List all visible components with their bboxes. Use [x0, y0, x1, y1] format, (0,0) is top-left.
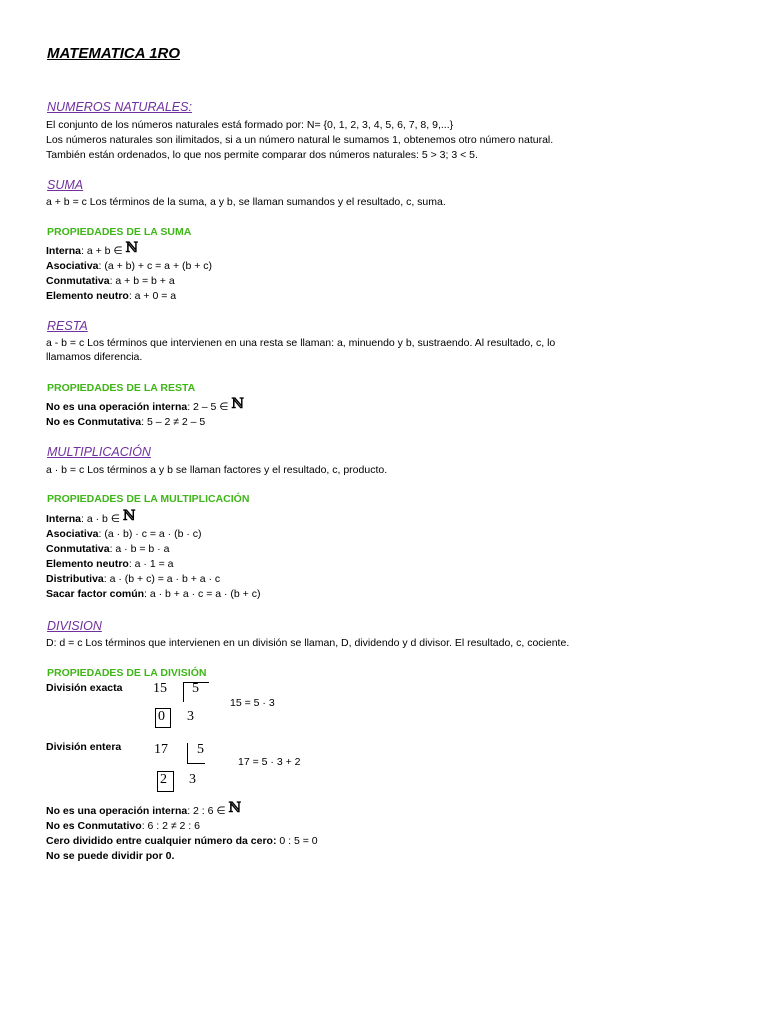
- division-exacta-divisor: 5: [192, 681, 199, 696]
- multiplicacion-definition: a · b = c Los términos a y b se llaman factores y el resultado, c, producto.: [46, 464, 388, 476]
- division-exacta-dividend: 15: [153, 681, 167, 696]
- division-entera-quotient: 3: [189, 772, 196, 787]
- multiplicacion-prop-interna: Interna: a · b ∈ ℕ: [46, 508, 136, 525]
- naturales-line-1: El conjunto de los números naturales está formado por: N= {0, 1, 2, 3, 4, 5, 6, 7, 8, 9,...}: [46, 119, 454, 131]
- suma-prop-interna: Interna: a + b ∈ ℕ: [46, 240, 139, 257]
- division-prop-no-conmutativo: No es Conmutativo: 6 : 2 ≠ 2 : 6: [46, 820, 200, 832]
- division-definition: D: d = c Los términos que intervienen en un división se llaman, D, dividendo y d divisor. El resultado, c, cociente.: [46, 637, 570, 649]
- resta-prop-no-conmutativa: No es Conmutativa: 5 – 2 ≠ 2 – 5: [46, 416, 206, 428]
- page-title: MATEMATICA 1RO: [47, 45, 181, 62]
- suma-prop-neutro: Elemento neutro: a + 0 = a: [46, 290, 177, 302]
- division-exacta-quotient: 3: [187, 709, 194, 724]
- resta-properties-heading: PROPIEDADES DE LA RESTA: [47, 382, 196, 394]
- division-entera-dividend: 17: [154, 742, 168, 757]
- section-heading-resta: RESTA: [47, 319, 88, 333]
- natural-numbers-symbol: ℕ: [228, 800, 242, 816]
- suma-properties-heading: PROPIEDADES DE LA SUMA: [47, 226, 192, 238]
- natural-numbers-symbol: ℕ: [231, 396, 245, 412]
- division-exacta-label: División exacta: [46, 682, 123, 694]
- division-prop-no-dividir-cero: No se puede dividir por 0.: [46, 850, 175, 862]
- resta-line-1: a - b = c Los términos que intervienen en una resta se llaman: a, minuendo y b, sustraendo. Al resultado, c, lo: [46, 337, 556, 349]
- division-properties-heading: PROPIEDADES DE LA DIVISIÓN: [47, 667, 207, 679]
- division-entera-equation: 17 = 5 · 3 + 2: [238, 756, 301, 768]
- suma-definition: a + b = c Los términos de la suma, a y b, se llaman sumandos y el resultado, c, suma.: [46, 196, 446, 208]
- suma-prop-asociativa: Asociativa: (a + b) + c = a + (b + c): [46, 260, 213, 272]
- naturales-line-2: Los números naturales son ilimitados, si a un número natural le sumamos 1, obtenemos otro número natural.: [46, 134, 554, 146]
- resta-prop-no-interna: No es una operación interna: 2 – 5 ∈ ℕ: [46, 396, 245, 413]
- division-exacta-equation: 15 = 5 · 3: [230, 697, 275, 709]
- section-heading-multiplicacion: MULTIPLICACIÓN: [47, 445, 151, 459]
- natural-numbers-symbol: ℕ: [122, 508, 136, 524]
- division-prop-cero: Cero dividido entre cualquier número da cero: 0 : 5 = 0: [46, 835, 318, 847]
- division-bracket-horizontal: [187, 763, 205, 764]
- division-entera-remainder: 2: [160, 772, 167, 787]
- section-heading-suma: SUMA: [47, 178, 84, 192]
- multiplicacion-prop-asociativa: Asociativa: (a · b) · c = a · (b · c): [46, 528, 202, 540]
- multiplicacion-properties-heading: PROPIEDADES DE LA MULTIPLICACIÓN: [47, 493, 250, 505]
- division-bracket-vertical: [183, 682, 184, 702]
- multiplicacion-prop-distributiva: Distributiva: a · (b + c) = a · b + a · c: [46, 573, 221, 585]
- suma-prop-conmutativa: Conmutativa: a + b = b + a: [46, 275, 175, 287]
- division-exacta-remainder: 0: [158, 709, 165, 724]
- natural-numbers-symbol: ℕ: [125, 240, 139, 256]
- multiplicacion-prop-conmutativa: Conmutativa: a · b = b · a: [46, 543, 170, 555]
- multiplicacion-prop-neutro: Elemento neutro: a · 1 = a: [46, 558, 174, 570]
- division-prop-no-interna: No es una operación interna: 2 : 6 ∈ ℕ: [46, 800, 242, 817]
- division-entera-label: División entera: [46, 741, 122, 753]
- naturales-line-3: También están ordenados, lo que nos permite comparar dos números naturales: 5 > 3; 3 < 5.: [46, 149, 478, 161]
- section-heading-division: DIVISION: [47, 619, 102, 633]
- division-bracket-vertical: [187, 743, 188, 763]
- multiplicacion-prop-factor-comun: Sacar factor común: a · b + a · c = a · (b + c): [46, 588, 261, 600]
- resta-line-2: llamamos diferencia.: [46, 351, 143, 363]
- division-entera-divisor: 5: [197, 742, 204, 757]
- section-heading-naturales: NUMEROS NATURALES:: [47, 100, 192, 114]
